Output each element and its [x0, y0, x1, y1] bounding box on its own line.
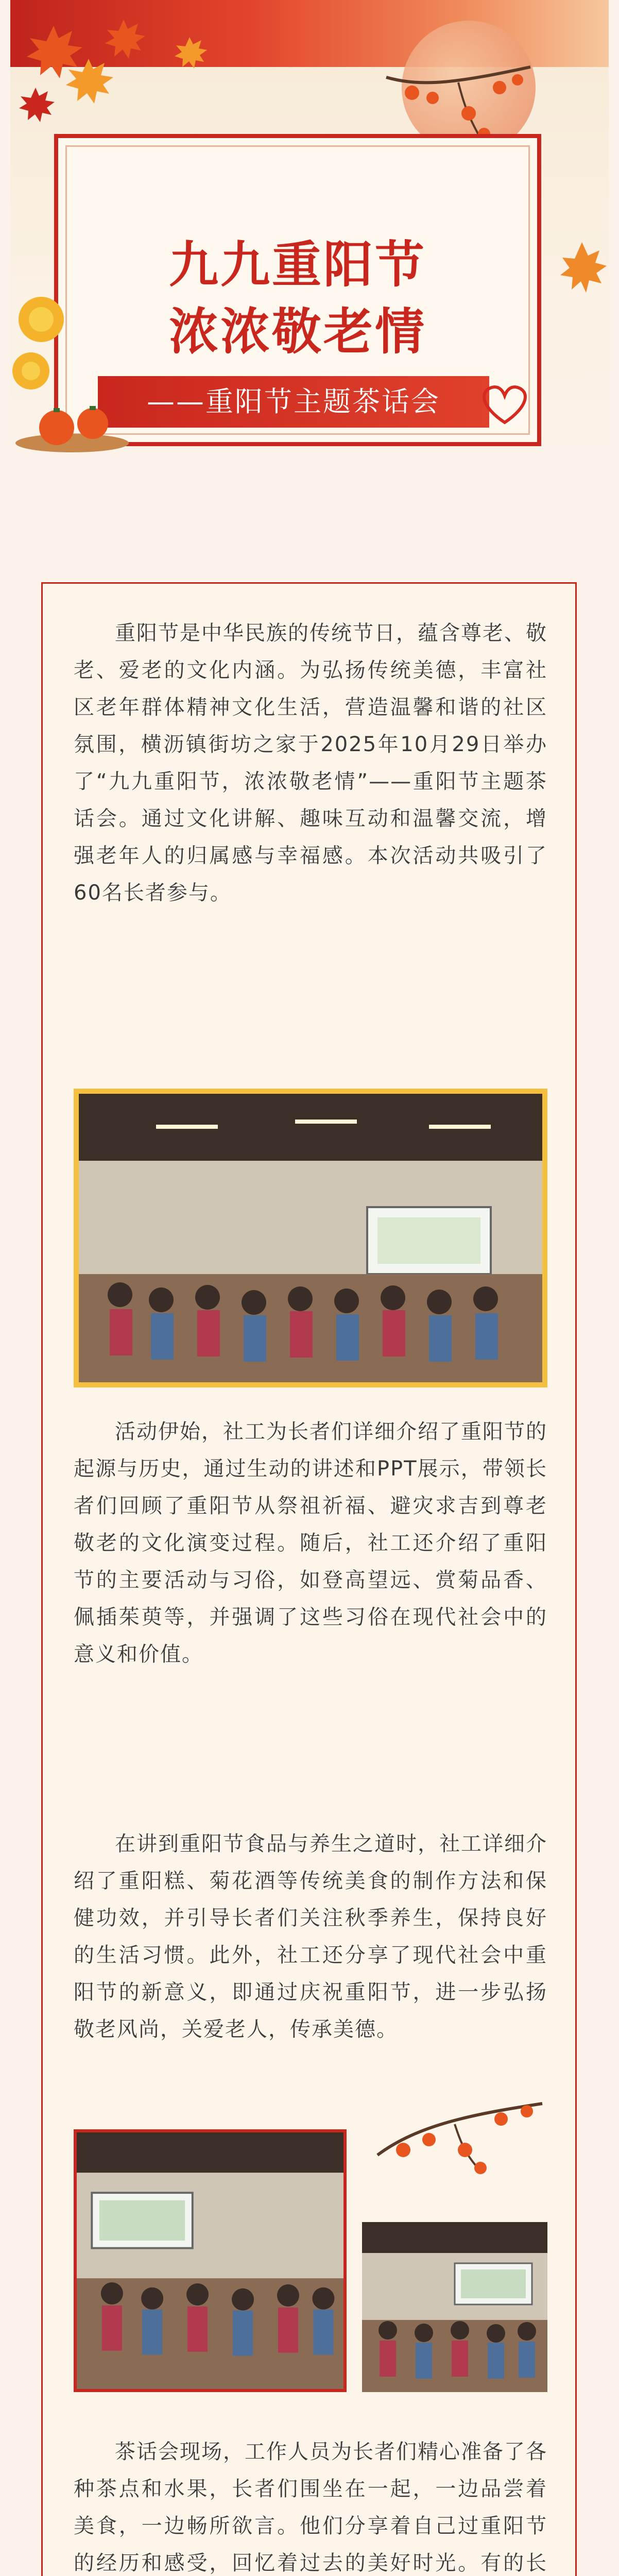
event-photo-2 [74, 2129, 347, 2392]
paragraph-intro: 重阳节是中华民族的传统节日，蕴含尊老、敬老、爱老的文化内涵。为弘扬传统美德，丰富社区老年群体精神文化生活，营造温馨和谐的社区氛围，横沥镇街坊之家于2025年10月29日举办了“九九重阳节，浓浓敬老情”——重阳节主题茶话会。通过文化讲解、趣味互动和温馨交流，增强老年人的归属感与幸福感。本次活动共吸引了60名长者参与。 [74, 621, 547, 905]
chrysanthemum-decoration-icon [10, 289, 144, 474]
article-body [41, 582, 577, 2576]
page-title-line2: 浓浓敬老情 [169, 303, 426, 361]
header-banner [10, 0, 609, 484]
maple-leaves-icon [15, 10, 252, 144]
paragraph-history: 活动伊始，社工为长者们详细介绍了重阳节的起源与历史，通过生动的讲述和PPT展示，带领长者们回顾了重阳节从祭祖祈福、避灾求吉到尊老敬老的文化演变过程。随后，社工还介绍了重阳节的主要活动与习俗，如登高望远、赏菊品香、佩插茱萸等，并强调了这些习俗在现代社会中的意义和价值。 [74, 1420, 547, 1666]
event-photo-3 [362, 2222, 547, 2392]
persimmon-branch-icon [372, 2093, 547, 2181]
paragraph-food: 在讲到重阳节食品与养生之道时，社工详细介绍了重阳糕、菊花酒等传统美食的制作方法和保健功效，并引导长者们关注秋季养生，保持良好的生活习惯。此外，社工还分享了现代社会中重阳节的新意义，即通过庆祝重阳节，进一步弘扬敬老风尚，关爱老人，传承美德。 [74, 1832, 547, 2041]
heart-icon [476, 381, 533, 428]
maple-leaf-icon [556, 237, 608, 294]
event-photo-1 [74, 1089, 547, 1387]
subtitle-ribbon: ——重阳节主题茶话会 [98, 376, 489, 428]
page-title-line1: 九九重阳节 [169, 236, 426, 294]
paragraph-tea-party: 茶话会现场，工作人员为长者们精心准备了各种茶点和水果，长者们围坐在一起，一边品尝着美食，一边畅所欲言。他们分享着自己过重阳节的经历和感受，回忆着过去的美好时光。有的长 [74, 2440, 547, 2575]
